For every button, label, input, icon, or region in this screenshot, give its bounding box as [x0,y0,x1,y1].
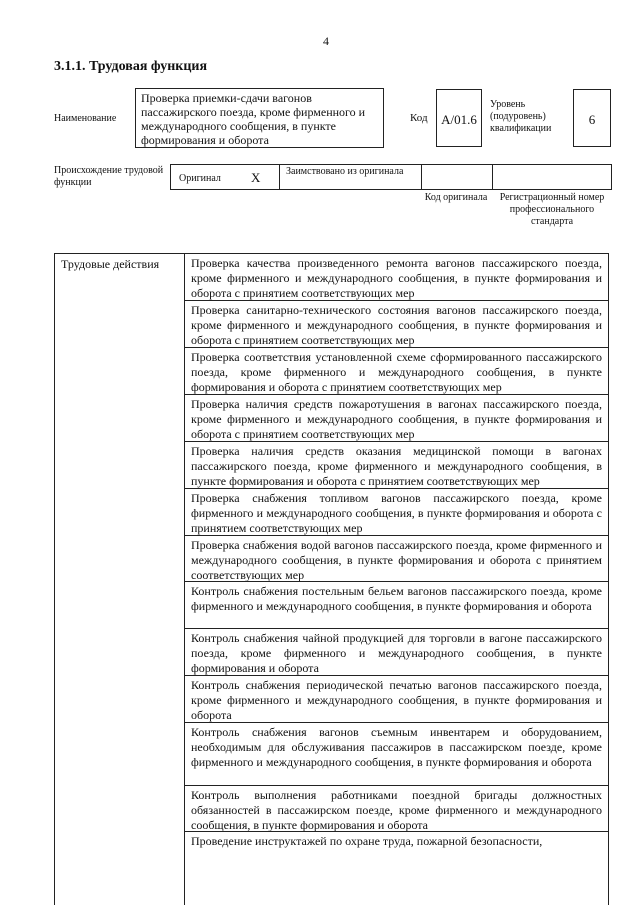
origin-divider [279,165,280,189]
labor-action-row: Проверка наличия средств пожаротушения в вагонах пассажирского поезда, кроме фирменного и международного сообщения, в пункте формирования и оборота с принятием соответствующих мер [185,395,608,442]
labor-action-row: Проведение инструктажей по охране труда, пожарной безопасности, [191,834,543,848]
labor-action-row: Контроль снабжения постельным бельем вагонов пассажирского поезда, кроме фирменного и международного сообщения, в пункте формирования и оборота [185,582,608,629]
qualification-level-value: 6 [588,112,596,127]
borrowed-label: Заимствовано из оригинала [286,166,404,177]
section-title: 3.1.1. Трудовая функция [54,59,208,74]
labor-action-row: Проверка наличия средств оказания медицинской помощи в вагонах пассажирского поезда, кроме фирменного и международного сообщения, в пункте формирования и оборота с принятием соответствующих мер [185,442,608,489]
labor-action-row: Проверка соответствия установленной схеме сформированного пассажирского поезда, кроме фирменного и международного сообщения, в пункте формирования и оборота с принятием соответствующих мер [185,348,608,395]
labor-actions-table [54,253,609,905]
code-label: Код [410,112,428,124]
qualification-level-label: Уровень (подуровень) квалификации [490,99,552,134]
qualification-level-box [573,89,611,147]
origin-row [170,164,612,190]
name-label: Наименование [54,113,117,124]
function-name-box [135,88,384,148]
labor-action-row: Проверка санитарно-технического состояния вагонов пассажирского поезда, кроме фирменного и международного сообщения, в пункте формирования и оборота с принятием соответствующих мер [185,301,608,348]
labor-action-row: Проверка снабжения топливом вагонов пассажирского поезда, кроме фирменного и международного сообщения, в пункте формирования и оборота с принятием соответствующих мер [185,489,608,536]
original-mark: X [251,170,261,185]
origin-label: Происхождение трудовой функции [54,165,164,188]
page-number: 4 [323,34,329,48]
labor-action-row: Контроль снабжения чайной продукцией для торговли в вагоне пассажирского поезда, кроме фирменного и международного сообщения, в пункте формирования и оборота [185,629,608,676]
labor-action-row: Проверка снабжения водой вагонов пассажирского поезда, кроме фирменного и международного сообщения, в пункте формирования и оборота с принятием соответствующих мер [185,536,608,582]
origin-divider [421,165,422,189]
code-value: A/01.6 [441,112,477,127]
labor-action-row: Контроль снабжения периодической печатью вагонов пассажирского поезда, кроме фирменного и международного сообщения, в пункте формирования и оборота [185,676,608,723]
labor-action-row: Контроль выполнения работниками поездной бригады должностных обязанностей в пассажирском поезде, кроме фирменного и международного сообщения, в пункте формирования и оборота [185,786,608,832]
origin-divider [492,165,493,189]
original-code-caption: Код оригинала [424,192,488,203]
registration-number-caption: Регистрационный номер профессионального стандарта [499,192,605,227]
function-name: Проверка приемки-сдачи вагонов пассажирского поезда, кроме фирменного и международного сообщения, в пункте формирования и оборота [141,91,366,147]
labor-action-row: Проверка качества произведенного ремонта вагонов пассажирского поезда, кроме фирменного и международного сообщения, в пункте формирования и оборота с принятием соответствующих мер [185,254,608,301]
code-value-box [436,89,482,147]
labor-action-row: Контроль снабжения вагонов съемным инвентарем и оборудованием, необходимым для обслуживания пассажиров в пассажирском поезде, кроме фирменного и международного сообщения, в пункте формирования и оборота [185,723,608,786]
labor-actions-label: Трудовые действия [55,254,185,905]
original-label: Оригинал [179,173,221,184]
